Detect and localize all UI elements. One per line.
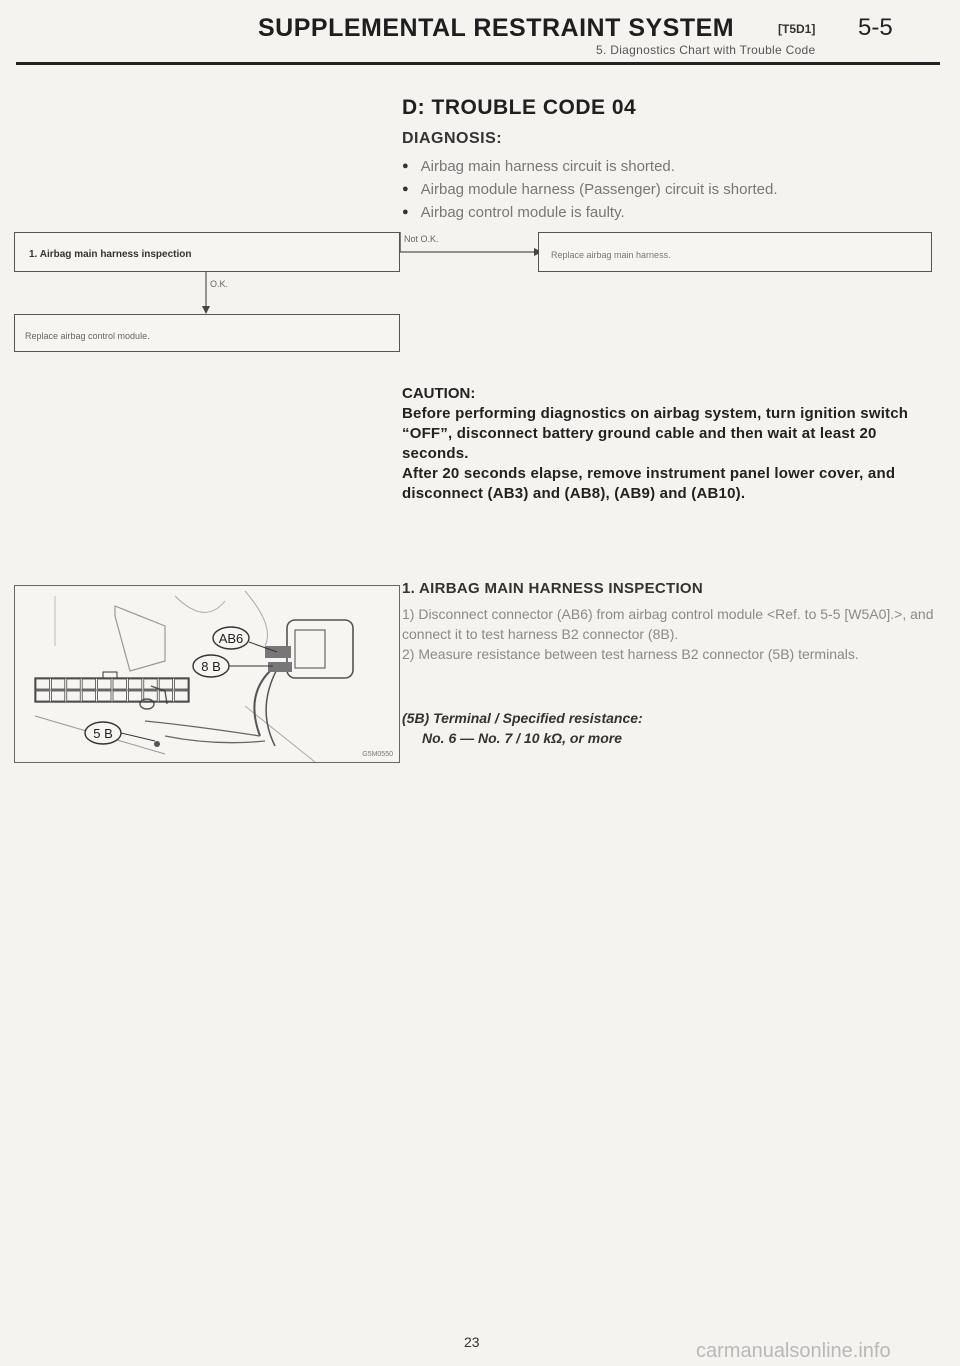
inspection-step: 1) Disconnect connector (AB6) from airbag control module <Ref. to 5-5 [W5A0].>, and connect it to test harness B2 connector (8B). bbox=[402, 606, 934, 642]
connector-pin bbox=[82, 679, 95, 689]
caution-paragraph: After 20 seconds elapse, remove instrument panel lower cover, and disconnect (AB3) and (AB8), (AB9) and (AB10). bbox=[402, 465, 896, 502]
section-title: D: TROUBLE CODE 04 bbox=[402, 96, 637, 119]
caution-block bbox=[402, 384, 932, 504]
inspection-title: 1. AIRBAG MAIN HARNESS INSPECTION bbox=[402, 580, 704, 597]
caution-paragraph: Before performing diagnostics on airbag system, turn ignition switch “OFF”, disconnect battery ground cable and then wait at least 20 seconds. bbox=[402, 405, 909, 462]
connector-illustration bbox=[15, 586, 399, 762]
connector-pin bbox=[175, 691, 188, 701]
connector-pin bbox=[51, 691, 64, 701]
connector-pin bbox=[175, 679, 188, 689]
svg-text:AB6: AB6 bbox=[218, 631, 244, 646]
connector-pin bbox=[128, 691, 141, 701]
svg-text:5 B: 5 B bbox=[93, 726, 113, 741]
svg-text:8 B: 8 B bbox=[201, 659, 221, 674]
diagnosis-item: ● Airbag control module is faulty. bbox=[402, 202, 778, 225]
ok-label: O.K. bbox=[210, 279, 229, 289]
flowchart-step-inspection: 1. Airbag main harness inspection bbox=[14, 232, 400, 272]
label-8b bbox=[193, 655, 273, 677]
connector-pin bbox=[36, 691, 49, 701]
connector-pin bbox=[128, 679, 141, 689]
caution-label: CAUTION: bbox=[402, 385, 476, 402]
connector-diagram bbox=[14, 585, 400, 763]
connector-pin bbox=[51, 679, 64, 689]
flowchart-step-replace-module: Replace airbag control module. bbox=[14, 314, 400, 352]
watermark: carmanualsonline.info bbox=[696, 1340, 891, 1362]
diagnosis-item: ● Airbag module harness (Passenger) circuit is shorted. bbox=[402, 179, 778, 202]
not-ok-label: Not O.K. bbox=[404, 234, 439, 244]
page-subtitle: 5. Diagnostics Chart with Trouble Code bbox=[596, 43, 816, 57]
flowchart-step-replace-harness: Replace airbag main harness. bbox=[538, 232, 932, 272]
figure-code: G5M0550 bbox=[362, 751, 393, 758]
connector-pin bbox=[67, 679, 80, 689]
diagnosis-label: DIAGNOSIS: bbox=[402, 130, 503, 147]
connector-pin bbox=[98, 679, 111, 689]
spec-label: (5B) Terminal / Specified resistance: bbox=[402, 710, 643, 726]
inspection-step: 2) Measure resistance between test harness B2 connector (5B) terminals. bbox=[402, 646, 859, 662]
connector-pin bbox=[82, 691, 95, 701]
specification-block bbox=[402, 708, 643, 748]
diagnosis-item: ● Airbag main harness circuit is shorted. bbox=[402, 156, 778, 179]
connector-pin bbox=[113, 691, 126, 701]
connector-pin bbox=[98, 691, 111, 701]
connector-pin bbox=[67, 691, 80, 701]
spec-value: No. 6 — No. 7 / 10 kΩ, or more bbox=[422, 730, 622, 746]
connector-pin bbox=[113, 679, 126, 689]
page-number: 23 bbox=[464, 1334, 480, 1350]
page-title: SUPPLEMENTAL RESTRAINT SYSTEM bbox=[258, 14, 735, 42]
inspection-steps bbox=[402, 604, 934, 664]
section-code: [T5D1] bbox=[778, 22, 816, 36]
page-reference: 5-5 bbox=[858, 14, 893, 41]
connector-pin bbox=[36, 679, 49, 689]
connector-pin bbox=[159, 679, 172, 689]
